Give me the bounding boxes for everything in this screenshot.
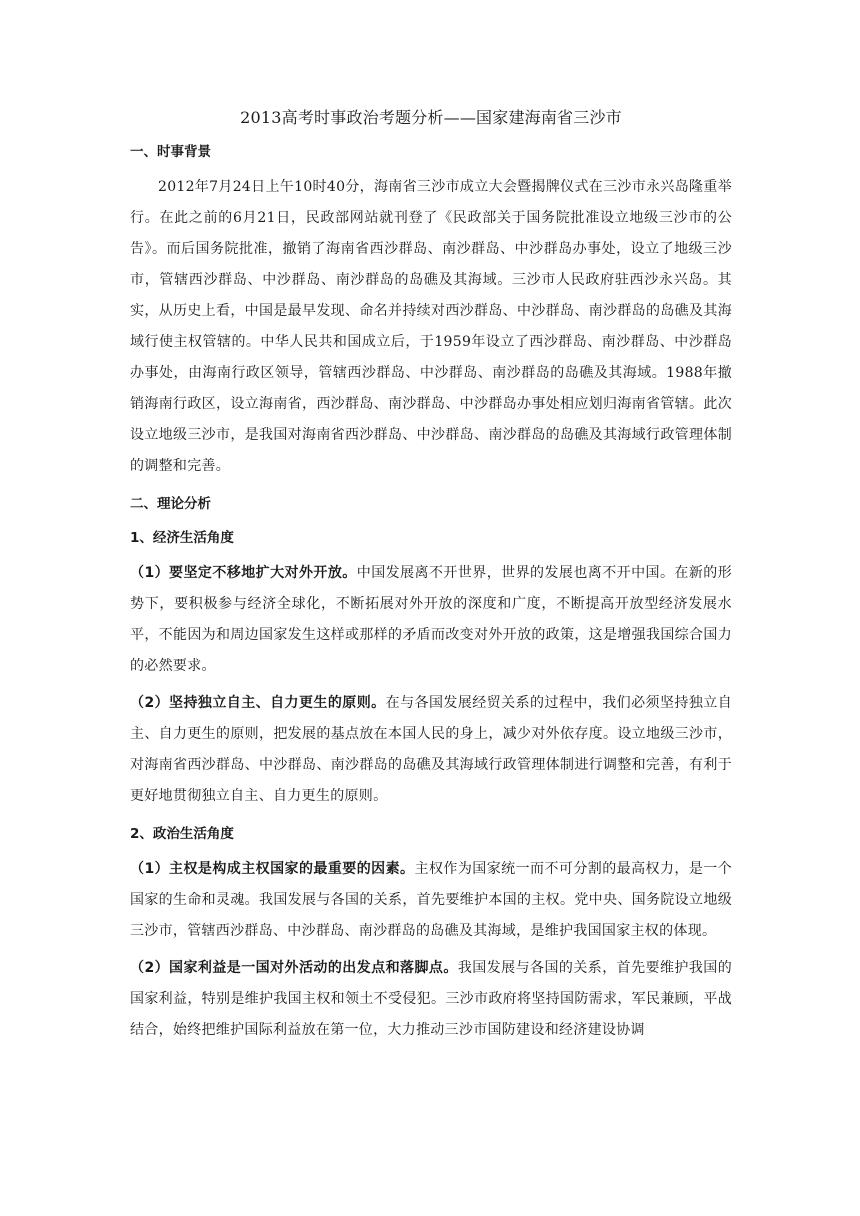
political-point-2-lead: （2）国家利益是一国对外活动的出发点和落脚点。 bbox=[130, 960, 458, 976]
page-title: 2013高考时事政治考题分析——国家建海南省三沙市 bbox=[240, 108, 622, 127]
section-heading-analysis: 二、理论分析 bbox=[130, 496, 211, 512]
subsection-heading-political: 2、政治生活角度 bbox=[130, 826, 234, 842]
section-heading-background: 一、时事背景 bbox=[130, 144, 211, 160]
political-point-2 bbox=[130, 953, 732, 1046]
document-page bbox=[130, 106, 732, 1046]
economic-point-2-text: 在与各国发展经贸关系的过程中，我们必须坚持独立自主、自力更生的原则，把发展的基点放在本国人民的身上，减少对外依存度。设立地级三沙市，对海南省西沙群岛、中沙群岛、南沙群岛的岛礁及其海域行政管理体制进行调整和完善，有利于更好地贯彻独立自主、自力更生的原则。 bbox=[130, 695, 732, 804]
political-point-1-text: 主权作为国家统一而不可分割的最高权力，是一个国家的生命和灵魂。我国发展与各国的关系，首先要维护本国的主权。党中央、国务院设立地级三沙市，管辖西沙群岛、中沙群岛、南沙群岛的岛礁及其海域，是维护我国国家主权的体现。 bbox=[130, 861, 732, 939]
subsection-heading-economic: 1、经济生活角度 bbox=[130, 530, 234, 546]
background-paragraph: 2012年7月24日上午10时40分，海南省三沙市成立大会暨揭牌仪式在三沙市永兴岛隆重举行。在此之前的6月21日，民政部网站就刊登了《民政部关于国务院批准设立地级三沙市的公告》。而后国务院批准，撤销了海南省西沙群岛、南沙群岛、中沙群岛办事处，设立了地级三沙市，管辖西沙群岛、中沙群岛、南沙群岛的岛礁及其海域。三沙市人民政府驻西沙永兴岛。其实，从历史上看，中国是最早发现、命名并持续对西沙群岛、中沙群岛、南沙群岛的岛礁及其海域行使主权管辖的。中华人民共和国成立后，于1959年设立了西沙群岛、南沙群岛、中沙群岛办事处，由海南行政区领导，管辖西沙群岛、中沙群岛、南沙群岛的岛礁及其海域。1988年撤销海南行政区，设立海南省，西沙群岛、南沙群岛、中沙群岛办事处相应划归海南省管辖。此次设立地级三沙市，是我国对海南省西沙群岛、中沙群岛、南沙群岛的岛礁及其海域行政管理体制的调整和完善。 bbox=[130, 179, 732, 474]
economic-point-2 bbox=[130, 688, 732, 812]
economic-point-1-text: 中国发展离不开世界，世界的发展也离不开中国。在新的形势下，要积极参与经济全球化，不断拓展对外开放的深度和广度，不断提高开放型经济发展水平，不能因为和周边国家发生这样或那样的矛盾而改变对外开放的政策，这是增强我国综合国力的必然要求。 bbox=[130, 565, 732, 674]
political-point-1 bbox=[130, 854, 732, 947]
political-point-1-lead: （1）主权是构成主权国家的最重要的因素。 bbox=[130, 861, 415, 877]
economic-point-1-lead: （1）要坚定不移地扩大对外开放。 bbox=[130, 565, 357, 581]
economic-point-1 bbox=[130, 558, 732, 682]
political-point-2-text: 我国发展与各国的关系，首先要维护我国的国家利益，特别是维护我国主权和领土不受侵犯。三沙市政府将坚持国防需求，军民兼顾，平战结合，始终把维护国际利益放在第一位，大力推动三沙市国防建设和经济建设协调 bbox=[130, 960, 733, 1038]
economic-point-2-lead: （2）坚持独立自主、自力更生的原则。 bbox=[130, 695, 386, 711]
